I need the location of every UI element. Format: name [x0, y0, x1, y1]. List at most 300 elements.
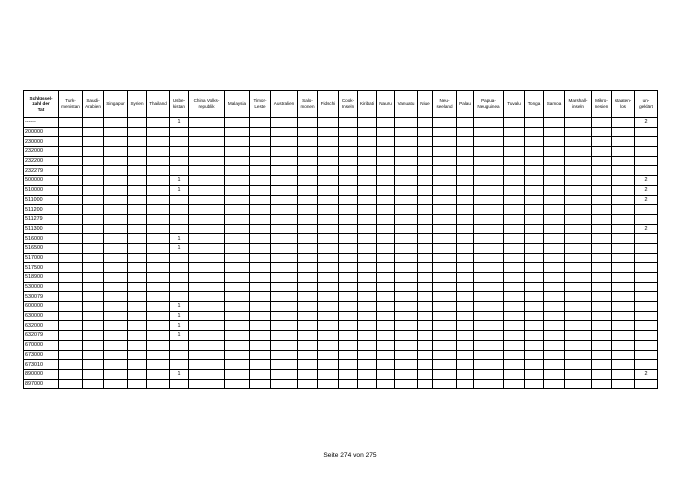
table-cell	[612, 156, 635, 166]
table-cell	[271, 127, 298, 137]
table-cell	[395, 340, 418, 350]
table-cell	[525, 263, 544, 273]
table-row	[24, 205, 658, 215]
table-cell	[189, 234, 225, 244]
table-cell	[544, 156, 565, 166]
table-cell	[504, 321, 525, 331]
table-cell	[525, 253, 544, 263]
column-header: Palau	[457, 91, 474, 118]
ungeklaert-cell	[635, 147, 658, 157]
table-cell	[271, 224, 298, 234]
table-cell	[339, 118, 358, 128]
table-cell	[504, 176, 525, 186]
table-cell	[189, 166, 225, 176]
table-row	[24, 195, 658, 205]
table-cell	[318, 185, 339, 195]
table-cell	[612, 360, 635, 370]
ungeklaert-cell	[635, 214, 658, 224]
table-cell	[358, 185, 377, 195]
table-cell	[128, 195, 147, 205]
table-cell	[504, 234, 525, 244]
table-cell	[474, 137, 504, 147]
table-cell	[128, 273, 147, 283]
table-cell	[592, 253, 612, 263]
table-cell	[250, 331, 271, 341]
row-key-cell: 500000	[24, 176, 59, 186]
table-cell	[339, 302, 358, 312]
table-cell	[474, 331, 504, 341]
table-cell	[525, 156, 544, 166]
table-cell	[271, 176, 298, 186]
table-cell	[250, 176, 271, 186]
usbekistan-cell	[170, 350, 189, 360]
table-cell	[612, 243, 635, 253]
usbekistan-cell	[170, 166, 189, 176]
table-cell	[474, 379, 504, 389]
table-cell	[433, 379, 457, 389]
table-cell	[250, 311, 271, 321]
table-cell	[474, 253, 504, 263]
table-cell	[83, 350, 104, 360]
table-cell	[250, 234, 271, 244]
table-cell	[433, 118, 457, 128]
table-row	[24, 302, 658, 312]
row-key-cell: 673000	[24, 350, 59, 360]
table-cell	[474, 166, 504, 176]
table-cell	[457, 234, 474, 244]
table-cell	[418, 137, 433, 147]
usbekistan-cell	[170, 147, 189, 157]
table-cell	[147, 350, 170, 360]
table-cell	[433, 350, 457, 360]
table-cell	[474, 156, 504, 166]
table-cell	[418, 156, 433, 166]
table-cell	[189, 214, 225, 224]
column-header: Vanuatu	[395, 91, 418, 118]
table-cell	[612, 176, 635, 186]
table-cell	[565, 176, 592, 186]
table-cell	[104, 127, 128, 137]
table-cell	[104, 302, 128, 312]
ungeklaert-cell: 2	[635, 369, 658, 379]
table-cell	[147, 195, 170, 205]
table-cell	[525, 369, 544, 379]
table-cell	[83, 253, 104, 263]
table-cell	[544, 311, 565, 321]
table-cell	[474, 321, 504, 331]
table-row	[24, 263, 658, 273]
table-cell	[358, 350, 377, 360]
usbekistan-cell	[170, 195, 189, 205]
table-cell	[457, 205, 474, 215]
table-cell	[298, 292, 318, 302]
table-cell	[504, 263, 525, 273]
table-cell	[377, 331, 395, 341]
ungeklaert-cell: 2	[635, 118, 658, 128]
table-cell	[339, 166, 358, 176]
table-cell	[128, 137, 147, 147]
table-cell	[457, 118, 474, 128]
table-cell	[504, 214, 525, 224]
table-cell	[433, 224, 457, 234]
table-cell	[225, 195, 250, 205]
table-cell	[189, 253, 225, 263]
table-cell	[504, 185, 525, 195]
table-cell	[189, 147, 225, 157]
table-row	[24, 273, 658, 283]
table-cell	[59, 195, 83, 205]
table-cell	[525, 185, 544, 195]
table-cell	[147, 282, 170, 292]
table-cell	[147, 156, 170, 166]
table-cell	[418, 234, 433, 244]
table-cell	[318, 214, 339, 224]
table-cell	[358, 243, 377, 253]
table-cell	[59, 176, 83, 186]
table-cell	[59, 331, 83, 341]
table-cell	[147, 263, 170, 273]
table-cell	[358, 156, 377, 166]
table-cell	[504, 166, 525, 176]
ungeklaert-cell	[635, 331, 658, 341]
column-header: staaten- los	[612, 91, 635, 118]
table-cell	[83, 234, 104, 244]
table-cell	[395, 214, 418, 224]
table-cell	[59, 350, 83, 360]
table-cell	[433, 302, 457, 312]
table-cell	[358, 205, 377, 215]
table-cell	[525, 379, 544, 389]
row-key-cell: 530000	[24, 282, 59, 292]
table-cell	[147, 176, 170, 186]
table-cell	[225, 331, 250, 341]
table-cell	[433, 369, 457, 379]
table-cell	[377, 273, 395, 283]
table-cell	[147, 205, 170, 215]
table-cell	[250, 156, 271, 166]
table-cell	[147, 331, 170, 341]
table-cell	[104, 137, 128, 147]
table-cell	[457, 369, 474, 379]
table-cell	[565, 205, 592, 215]
table-cell	[298, 369, 318, 379]
table-cell	[225, 156, 250, 166]
table-cell	[318, 166, 339, 176]
table-cell	[544, 331, 565, 341]
table-cell	[612, 350, 635, 360]
table-cell	[298, 243, 318, 253]
table-cell	[504, 224, 525, 234]
table-row	[24, 214, 658, 224]
table-cell	[128, 311, 147, 321]
table-cell	[377, 360, 395, 370]
table-cell	[433, 185, 457, 195]
table-cell	[358, 369, 377, 379]
table-cell	[377, 127, 395, 137]
usbekistan-cell	[170, 127, 189, 137]
table-cell	[298, 118, 318, 128]
table-cell	[147, 137, 170, 147]
table-cell	[525, 273, 544, 283]
table-row	[24, 331, 658, 341]
table-cell	[104, 379, 128, 389]
table-cell	[250, 273, 271, 283]
usbekistan-cell	[170, 137, 189, 147]
table-cell	[377, 292, 395, 302]
table-cell	[225, 253, 250, 263]
table-cell	[504, 127, 525, 137]
table-row	[24, 282, 658, 292]
table-cell	[147, 321, 170, 331]
row-key-cell: 890000	[24, 369, 59, 379]
table-cell	[83, 379, 104, 389]
table-cell	[318, 263, 339, 273]
table-cell	[395, 147, 418, 157]
table-cell	[395, 166, 418, 176]
table-cell	[358, 273, 377, 283]
table-cell	[271, 137, 298, 147]
table-cell	[128, 379, 147, 389]
table-cell	[271, 350, 298, 360]
table-cell	[525, 127, 544, 137]
table-cell	[59, 360, 83, 370]
table-cell	[474, 214, 504, 224]
column-header: Syrien	[128, 91, 147, 118]
column-header: Tonga	[525, 91, 544, 118]
table-cell	[339, 205, 358, 215]
usbekistan-cell: 1	[170, 302, 189, 312]
table-cell	[457, 137, 474, 147]
table-cell	[128, 147, 147, 157]
table-row	[24, 234, 658, 244]
table-cell	[298, 379, 318, 389]
table-cell	[104, 253, 128, 263]
table-cell	[377, 176, 395, 186]
table-cell	[59, 137, 83, 147]
table-cell	[504, 350, 525, 360]
table-cell	[59, 302, 83, 312]
table-cell	[59, 147, 83, 157]
ungeklaert-cell	[635, 234, 658, 244]
table-row	[24, 224, 658, 234]
table-cell	[225, 147, 250, 157]
table-cell	[592, 205, 612, 215]
table-cell	[418, 282, 433, 292]
row-key-cell: 511279	[24, 214, 59, 224]
table-cell	[612, 205, 635, 215]
table-cell	[250, 195, 271, 205]
table-cell	[189, 118, 225, 128]
table-cell	[565, 263, 592, 273]
table-cell	[358, 302, 377, 312]
row-key-cell: 530079	[24, 292, 59, 302]
table-cell	[565, 302, 592, 312]
table-cell	[298, 205, 318, 215]
table-cell	[418, 340, 433, 350]
table-cell	[271, 273, 298, 283]
table-cell	[318, 127, 339, 137]
table-cell	[318, 205, 339, 215]
usbekistan-cell	[170, 224, 189, 234]
table-cell	[189, 263, 225, 273]
table-cell	[474, 195, 504, 205]
table-cell	[565, 185, 592, 195]
table-cell	[525, 195, 544, 205]
table-cell	[544, 321, 565, 331]
table-cell	[59, 263, 83, 273]
table-cell	[147, 147, 170, 157]
table-cell	[271, 302, 298, 312]
table-cell	[457, 302, 474, 312]
table-cell	[418, 350, 433, 360]
table-row	[24, 360, 658, 370]
table-cell	[104, 263, 128, 273]
table-cell	[474, 350, 504, 360]
table-cell	[565, 331, 592, 341]
table-cell	[128, 292, 147, 302]
table-cell	[318, 234, 339, 244]
table-cell	[504, 205, 525, 215]
row-key-cell: 632079	[24, 331, 59, 341]
usbekistan-cell: 1	[170, 176, 189, 186]
table-cell	[250, 166, 271, 176]
table-cell	[225, 292, 250, 302]
table-cell	[298, 321, 318, 331]
table-cell	[225, 360, 250, 370]
table-cell	[339, 147, 358, 157]
table-cell	[504, 302, 525, 312]
table-cell	[104, 273, 128, 283]
table-cell	[565, 311, 592, 321]
table-cell	[318, 321, 339, 331]
table-row	[24, 185, 658, 195]
table-cell	[612, 166, 635, 176]
table-cell	[250, 302, 271, 312]
row-key-cell: 232200	[24, 156, 59, 166]
table-cell	[474, 311, 504, 321]
table-cell	[377, 214, 395, 224]
ungeklaert-cell	[635, 253, 658, 263]
table-cell	[189, 282, 225, 292]
table-cell	[271, 234, 298, 244]
table-cell	[592, 234, 612, 244]
ungeklaert-cell	[635, 263, 658, 273]
table-row	[24, 321, 658, 331]
table-cell	[318, 118, 339, 128]
table-cell	[612, 224, 635, 234]
table-cell	[147, 311, 170, 321]
ungeklaert-cell	[635, 156, 658, 166]
table-cell	[128, 331, 147, 341]
table-cell	[418, 379, 433, 389]
table-cell	[544, 195, 565, 205]
table-cell	[225, 311, 250, 321]
table-cell	[189, 205, 225, 215]
table-cell	[59, 156, 83, 166]
table-cell	[377, 302, 395, 312]
table-cell	[128, 176, 147, 186]
table-cell	[128, 224, 147, 234]
table-cell	[612, 214, 635, 224]
table-cell	[339, 340, 358, 350]
table-cell	[128, 127, 147, 137]
table-cell	[612, 273, 635, 283]
table-row	[24, 311, 658, 321]
table-cell	[565, 127, 592, 137]
usbekistan-cell: 1	[170, 234, 189, 244]
table-cell	[250, 263, 271, 273]
table-cell	[592, 369, 612, 379]
table-cell	[504, 147, 525, 157]
table-cell	[59, 282, 83, 292]
table-cell	[318, 253, 339, 263]
table-cell	[395, 234, 418, 244]
table-cell	[457, 243, 474, 253]
table-cell	[418, 331, 433, 341]
table-cell	[504, 282, 525, 292]
table-cell	[358, 137, 377, 147]
table-cell	[339, 214, 358, 224]
table-cell	[612, 127, 635, 137]
table-cell	[358, 331, 377, 341]
table-cell	[147, 118, 170, 128]
row-key-cell: 630000	[24, 311, 59, 321]
table-cell	[128, 234, 147, 244]
table-cell	[83, 205, 104, 215]
table-cell	[544, 214, 565, 224]
table-cell	[565, 147, 592, 157]
table-cell	[225, 166, 250, 176]
table-cell	[104, 195, 128, 205]
table-cell	[525, 340, 544, 350]
table-cell	[457, 253, 474, 263]
table-cell	[225, 118, 250, 128]
table-cell	[474, 282, 504, 292]
table-cell	[395, 137, 418, 147]
table-cell	[565, 292, 592, 302]
table-cell	[250, 147, 271, 157]
table-cell	[525, 302, 544, 312]
table-cell	[433, 147, 457, 157]
table-cell	[147, 234, 170, 244]
table-row	[24, 253, 658, 263]
table-cell	[457, 166, 474, 176]
row-key-cell: 897000	[24, 379, 59, 389]
table-cell	[358, 166, 377, 176]
table-cell	[544, 302, 565, 312]
table-cell	[504, 243, 525, 253]
column-header: Timor- Leste	[250, 91, 271, 118]
table-cell	[433, 292, 457, 302]
table-cell	[358, 147, 377, 157]
table-cell	[592, 166, 612, 176]
table-cell	[457, 321, 474, 331]
table-cell	[298, 185, 318, 195]
table-cell	[271, 311, 298, 321]
table-cell	[250, 282, 271, 292]
table-cell	[318, 350, 339, 360]
table-cell	[395, 253, 418, 263]
table-cell	[418, 321, 433, 331]
table-cell	[298, 350, 318, 360]
usbekistan-cell: 1	[170, 243, 189, 253]
table-cell	[544, 234, 565, 244]
table-cell	[189, 273, 225, 283]
table-cell	[83, 137, 104, 147]
table-cell	[339, 282, 358, 292]
row-key-cell: 518900	[24, 273, 59, 283]
table-cell	[225, 214, 250, 224]
